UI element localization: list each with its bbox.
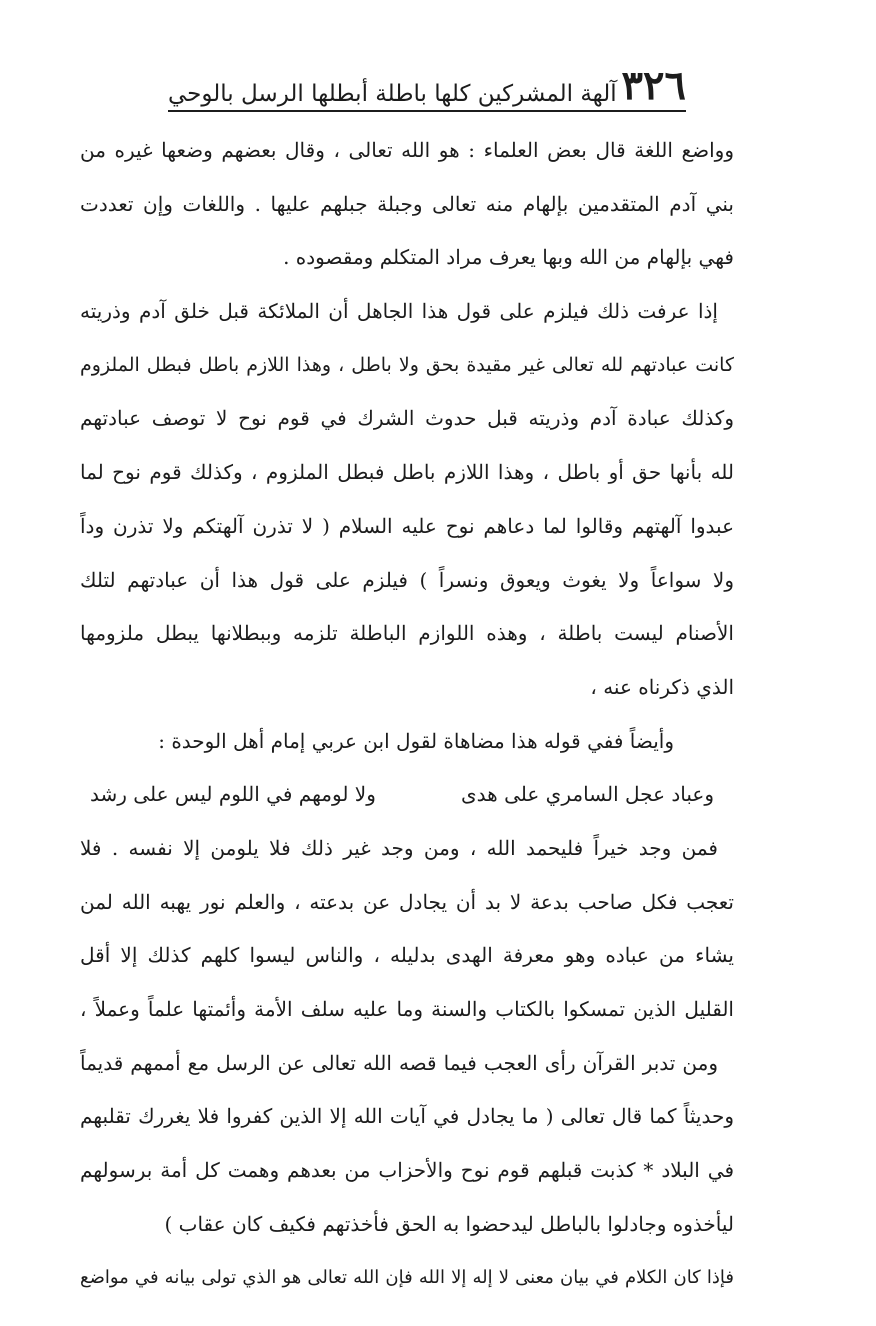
text-line: ولا سواعاً ولا يغوث ويعوق ونسراً ) فيلزم على قول هذا أن عبادتهم لتلك (80, 567, 734, 592)
text-line: ليأخذوه وجادلوا بالباطل ليدحضوا به الحق فأخذتهم فكيف كان عقاب ) (164, 1211, 734, 1236)
body-text (80, 124, 734, 1305)
text-line: وأيضاً ففي قوله هذا مضاهاة لقول ابن عربي إمام أهل الوحدة : (158, 728, 674, 753)
text-line: يشاء من عباده وهو معرفة الهدى بدليله ، والناس ليسوا كلهم كذلك إلا أقل (80, 943, 734, 968)
text-line: في البلاد * كذبت قبلهم قوم نوح والأحزاب من بعدهم وهمت كل أمة برسولهم (80, 1158, 734, 1183)
poem-verse (80, 768, 734, 822)
text-line: فهي بإلهام من الله وبها يعرف مراد المتكلم ومقصوده . (283, 245, 734, 270)
text-line: وكذلك عبادة آدم وذريته قبل حدوث الشرك في قوم نوح لا توصف عبادتهم (80, 406, 734, 431)
text-line: الأصنام ليست باطلة ، وهذه اللوازم الباطلة تلزمه وببطلانها يبطل ملزومها (80, 621, 734, 646)
text-line: تعجب فكل صاحب بدعة لا بد أن يجادل عن بدعته ، والعلم نور يهبه الله لمن (80, 889, 734, 914)
text-line: فإذا كان الكلام في بيان معنى لا إله إلا الله فإن الله تعالى هو الذي تولى بيانه في مواضع (80, 1267, 734, 1289)
text-line: عبدوا آلهتهم وقالوا لما دعاهم نوح عليه السلام ( لا تذرن آلهتكم ولا تذرن وداً (80, 513, 734, 538)
text-line: الذي ذكرناه عنه ، (590, 674, 734, 699)
text-line: لله بأنها حق أو باطل ، وهذا اللازم باطل فبطل الملزوم ، وكذلك قوم نوح لما (80, 460, 734, 485)
verse-first-hemistich: وعباد عجل السامري على هدى (461, 782, 714, 807)
verse-second-hemistich: ولا لومهم في اللوم ليس على رشد (90, 782, 376, 807)
header-rule (168, 110, 686, 112)
text-line: القليل الذين تمسكوا بالكتاب والسنة وما عليه سلف الأمة وأئمتها علماً وعملاً ، (80, 997, 734, 1021)
text-line: بني آدم المتقدمين بإلهام منه تعالى وجبلة جبلهم عليها . واللغات وإن تعددت (80, 191, 734, 216)
text-line: وواضع اللغة قال بعض العلماء : هو الله تعالى ، وقال بعضهم وضعها غيره من (80, 138, 734, 162)
text-line: كانت عبادتهم لله تعالى غير مقيدة بحق ولا باطل ، وهذا اللازم باطل فبطل الملزوم (80, 353, 734, 376)
text-line: فمن وجد خيراً فليحمد الله ، ومن وجد غير ذلك فلا يلومن إلا نفسه . فلا (80, 835, 718, 860)
page-number: ٣٢٦ (621, 62, 686, 109)
running-title: آلهة المشركين كلها باطلة أبطلها الرسل بالوحي (168, 81, 617, 107)
text-line: وحديثاً كما قال تعالى ( ما يجادل في آيات الله إلا الذين كفروا فلا يغررك تقلبهم (80, 1104, 734, 1129)
text-line: إذا عرفت ذلك فيلزم على قول هذا الجاهل أن الملائكة قبل خلق آدم وذريته (80, 299, 718, 324)
text-line: ومن تدبر القرآن رأى العجب فيما قصه الله تعالى عن الرسل مع أممهم قديماً (80, 1050, 718, 1075)
page-header (168, 56, 686, 109)
